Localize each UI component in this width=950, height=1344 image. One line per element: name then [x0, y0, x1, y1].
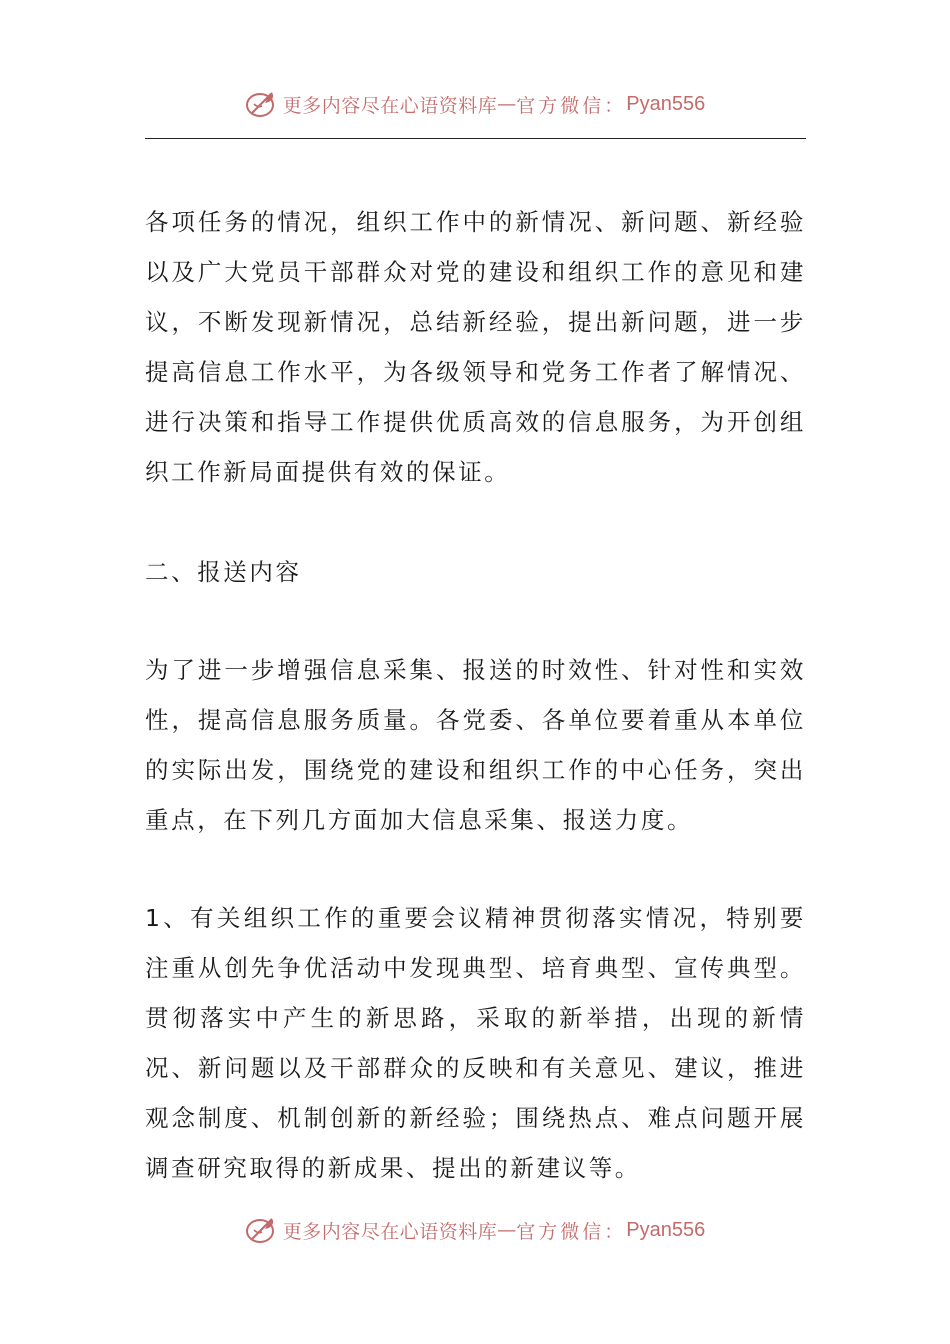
footer-banner [0, 1208, 950, 1252]
banner-wechat-label: 官方微信： [516, 1220, 627, 1243]
body-paragraph: 为了进一步增强信息采集、报送的时效性、针对性和实效性，提高信息服务质量。各党委、各单位要着重从本单位的实际出发，围绕党的建设和组织工作的中心任务，突出重点，在下列几方面加大信息采集、报送力度。 [145, 656, 806, 834]
header-banner [0, 82, 950, 126]
banner-wechat-id: Pyan556 [626, 92, 706, 115]
body-paragraph: 1、有关组织工作的重要会议精神贯彻落实情况，特别要注重从创先争优活动中发现典型、培育典型、宣传典型。贯彻落实中产生的新思路，采取的新举措，出现的新情况、新问题以及干部群众的反映和有关意见、建议，推进观念制度、机制创新的新经验；围绕热点、难点问题开展调查研究取得的新成果、提出的新建议等。 [145, 904, 806, 1182]
quill-logo-icon [245, 1213, 279, 1247]
banner-title: 更多内容尽在心语资料库 [282, 94, 498, 117]
banner-separator: — [497, 1219, 517, 1241]
quill-logo-icon [245, 87, 279, 121]
header-divider [145, 138, 806, 139]
banner-wechat-label: 官方微信： [516, 94, 627, 117]
section-heading: 二、报送内容 [145, 558, 302, 586]
banner-wechat-id: Pyan556 [626, 1218, 706, 1241]
body-paragraph: 各项任务的情况，组织工作中的新情况、新问题、新经验以及广大党员干部群众对党的建设和组织工作的意见和建议，不断发现新情况，总结新经验，提出新问题，进一步提高信息工作水平，为各级领导和党务工作者了解情况、进行决策和指导工作提供优质高效的信息服务，为开创组织工作新局面提供有效的保证。 [145, 208, 806, 486]
banner-title: 更多内容尽在心语资料库 [282, 1220, 498, 1243]
banner-separator: — [497, 93, 517, 115]
